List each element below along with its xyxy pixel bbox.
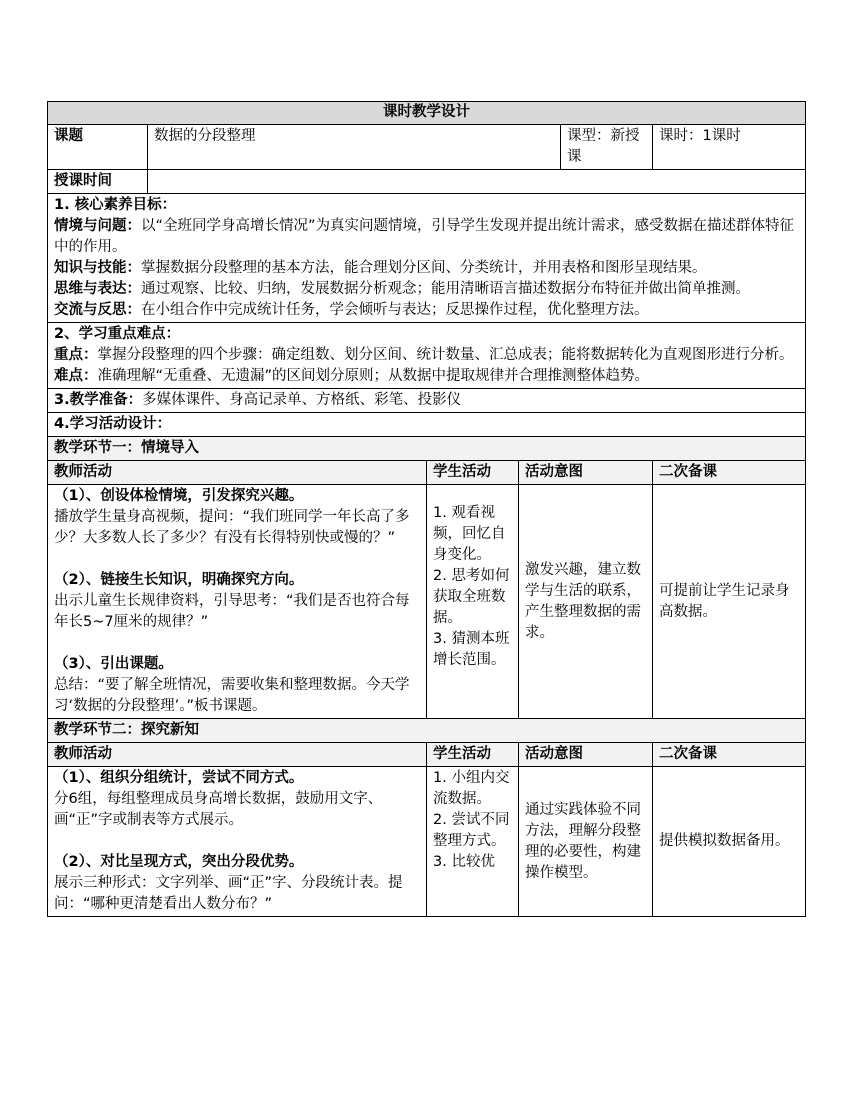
section2-teacher-activity xyxy=(48,767,427,917)
section1-intent: 激发兴趣，建立数学与生活的联系，产生整理数据的需求。 xyxy=(519,485,653,719)
prep-label: 3.教学准备： xyxy=(54,392,143,408)
col-second-header: 二次备课 xyxy=(653,743,806,767)
step-text: 展示三种形式：文字列举、画“正”字、分段统计表。提问：“哪种更清楚看出人数分布？” xyxy=(54,875,403,912)
student-step: 2. 尝试不同整理方式。 xyxy=(433,812,510,849)
key-points-section xyxy=(48,323,806,389)
section2-intent: 通过实践体验不同方法，理解分段整理的必要性，构建操作模型。 xyxy=(519,767,653,917)
prep-text: 多媒体课件、身高记录单、方格纸、彩笔、投影仪 xyxy=(142,392,462,408)
goals-section xyxy=(48,194,806,323)
col-intent-header: 活动意图 xyxy=(519,743,653,767)
col-student-header: 学生活动 xyxy=(427,743,519,767)
student-step: 2. 思考如何获取全班数据。 xyxy=(433,568,510,626)
topic-value: 数据的分段整理 xyxy=(148,125,561,170)
step-text: 出示儿童生长规律资料，引导思考：“我们是否也符合每年长5~7厘米的规律？” xyxy=(54,593,410,630)
step-title: （1）、创设体检情境，引发探究兴趣。 xyxy=(54,488,304,504)
focus-point: 重点：掌握分段整理的四个步骤：确定组数、划分区间、统计数量、汇总成表；能将数据转化为直观图形进行分析。 xyxy=(54,347,794,363)
lesson-type: 课型：新授课 xyxy=(561,125,653,170)
goal-item: 情境与问题：以“全班同学身高增长情况”为真实问题情境，引导学生发现并提出统计需求，感受数据在描述群体特征中的作用。 xyxy=(54,218,795,255)
activity-design-heading: 4.学习活动设计： xyxy=(48,413,806,437)
difficulty-point: 难点：准确理解“无重叠、无遗漏”的区间划分原则；从数据中提取规律并合理推测整体趋势。 xyxy=(54,368,650,384)
section1-heading: 教学环节一：情境导入 xyxy=(48,437,806,461)
lesson-period: 课时：1课时 xyxy=(653,125,806,170)
goal-item: 交流与反思：在小组合作中完成统计任务，学会倾听与表达；反思操作过程，优化整理方法。 xyxy=(54,302,649,318)
student-step: 1. 小组内交流数据。 xyxy=(433,770,510,807)
step-text: 播放学生量身高视频，提问：“我们班同学一年长高了多少？大多数人长了多少？有没有长得特别快或慢的？” xyxy=(54,509,410,546)
student-step: 1. 观看视频，回忆自身变化。 xyxy=(433,505,506,563)
step-text: 分6组，每组整理成员身高增长数据，鼓励用文字、画“正”字或制表等方式展示。 xyxy=(54,791,383,828)
step-title: （2）、对比呈现方式，突出分段优势。 xyxy=(54,854,304,870)
col-intent-header: 活动意图 xyxy=(519,461,653,485)
prep-section xyxy=(48,389,806,413)
col-second-header: 二次备课 xyxy=(653,461,806,485)
key-points-heading: 2、学习重点难点： xyxy=(54,326,181,342)
step-title: （3）、引出课题。 xyxy=(54,656,173,672)
col-teacher-header: 教师活动 xyxy=(48,743,427,767)
time-value xyxy=(148,170,806,194)
section1-second-prep: 可提前让学生记录身高数据。 xyxy=(653,485,806,719)
goal-item: 思维与表达：通过观察、比较、归纳，发展数据分析观念；能用清晰语言描述数据分布特征并做出简单推测。 xyxy=(54,281,750,297)
col-teacher-header: 教师活动 xyxy=(48,461,427,485)
step-title: （2）、链接生长知识，明确探究方向。 xyxy=(54,572,304,588)
section2-second-prep: 提供模拟数据备用。 xyxy=(653,767,806,917)
page-title: 课时教学设计 xyxy=(48,102,806,125)
lesson-plan-document xyxy=(47,101,805,917)
time-label: 授课时间 xyxy=(48,170,148,194)
step-text: 总结：“要了解全班情况，需要收集和整理数据。今天学习‘数据的分段整理’。”板书课题。 xyxy=(54,677,410,714)
lesson-plan-table xyxy=(47,101,806,917)
topic-label: 课题 xyxy=(48,125,148,170)
step-title: （1）、组织分组统计，尝试不同方式。 xyxy=(54,770,304,786)
goals-heading: 1. 核心素养目标： xyxy=(54,197,177,213)
col-student-header: 学生活动 xyxy=(427,461,519,485)
section1-student-activity xyxy=(427,485,519,719)
section2-student-activity xyxy=(427,767,519,917)
section2-heading: 教学环节二：探究新知 xyxy=(48,719,806,743)
student-step: 3. 比较优 xyxy=(433,854,495,870)
section1-teacher-activity xyxy=(48,485,427,719)
student-step: 3. 猜测本班增长范围。 xyxy=(433,631,510,668)
goal-item: 知识与技能：掌握数据分段整理的基本方法，能合理划分区间、分类统计，并用表格和图形呈现结果。 xyxy=(54,260,707,276)
